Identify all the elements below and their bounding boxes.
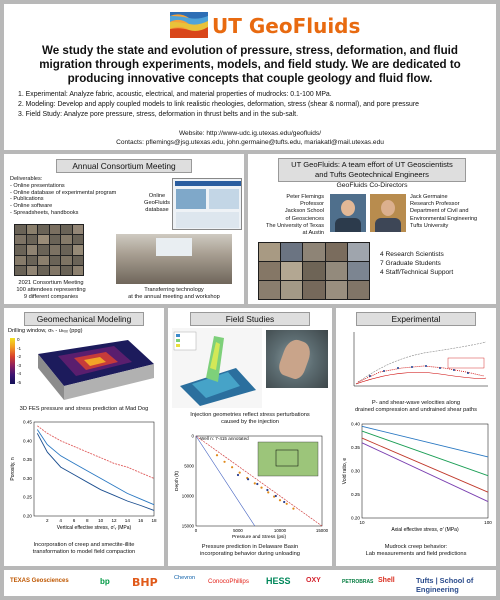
y-tick-label: 5000 — [184, 463, 194, 469]
x-tick-label: 16 — [138, 518, 144, 523]
data-point — [266, 489, 268, 491]
sponsor-logo: HESS — [266, 576, 291, 586]
x-tick-label: 18 — [151, 518, 157, 523]
data-point — [260, 487, 262, 489]
injection-caption: Injection geometries reflect stress perturbations caused by the injection — [190, 412, 310, 425]
data-point — [267, 491, 269, 493]
series-line — [362, 426, 488, 457]
field-title: Field Studies — [190, 312, 310, 326]
x-tick-label: 10 — [359, 520, 365, 525]
x-tick-label: 12 — [111, 518, 117, 523]
x-tick-label: 14 — [124, 518, 130, 523]
website-link[interactable]: Website: http://www-udc.ig.utexas.edu/geofluids/ — [178, 130, 322, 137]
geomech-panel — [4, 308, 164, 566]
flemings-bio: Peter Flemings Professor Jackson School of Geosciences The University of Texas at Austin — [265, 194, 324, 237]
headline: We study the state and evolution of pressure, stress, deformation, and fluid migration through experiments, models, and field study. We are dedicated to producing innovative concepts that couple geology and fluid flow. — [39, 44, 461, 85]
series-line — [362, 431, 488, 476]
void-ratio-chart — [340, 418, 492, 538]
deliverable-item: - Online software — [10, 203, 53, 210]
meeting-caption: 2021 Consortium Meeting 100 attendees representing 9 different companies — [16, 280, 86, 300]
deliverable-item: - Online database of experimental program — [10, 189, 117, 196]
database-screenshot — [172, 178, 242, 230]
hydrostatic-line — [196, 436, 255, 526]
data-point — [231, 466, 233, 468]
deliverable-item: - Publications — [10, 196, 44, 203]
basin-map-inset — [258, 442, 318, 476]
title-panel — [4, 4, 496, 150]
data-point — [254, 482, 256, 484]
deliverable-item: - Online presentations — [10, 182, 65, 189]
data-point — [275, 495, 277, 497]
y-tick-label: 0.25 — [23, 494, 32, 500]
sponsor-logo: Tufts | School of Engineering — [416, 576, 474, 594]
sponsor-logo: TEXAS Geosciences — [10, 578, 69, 584]
data-point — [237, 474, 239, 476]
data-point — [216, 454, 218, 456]
data-point — [286, 503, 288, 505]
consortium-title: Annual Consortium Meeting — [56, 159, 192, 173]
data-point — [279, 499, 281, 501]
data-point — [247, 478, 249, 480]
sponsor-logo: Shell — [378, 577, 395, 584]
x-tick-label: 100 — [484, 520, 492, 525]
y-tick-label: 0.40 — [23, 438, 32, 444]
geomech-title: Geomechanical Modeling — [24, 312, 144, 326]
x-axis-label: Pressure and Stress (psi) — [231, 535, 287, 540]
data-point — [223, 461, 225, 463]
mad-dog-3d-model — [28, 334, 158, 404]
y-tick-label: 0.35 — [351, 445, 360, 450]
team-title: UT GeoFluids: A team effort of UT Geoscientists and Tufts Geotechnical Engineers — [278, 158, 466, 182]
y-axis-label: Void ratio, e — [342, 457, 348, 485]
team-zoom-grid — [258, 242, 370, 300]
workshop-photo — [116, 234, 232, 284]
plot-frame — [34, 422, 154, 516]
y-tick-label: 0.30 — [23, 475, 32, 481]
sponsor-logo: Chevron — [174, 575, 196, 581]
x-tick-label: 2 — [46, 518, 49, 523]
deliverables-title: Deliverables: — [10, 176, 43, 182]
logo-text: UT GeoFluids — [212, 14, 361, 38]
sponsor-logo: ConocoPhillips — [208, 578, 249, 585]
x-tick-label: 8 — [86, 518, 89, 523]
drilling-window-label: Drilling window, σₕ - uₕₓₓ (ppg) — [8, 328, 83, 334]
transfer-caption: Transferring technology at the annual meeting and workshop — [128, 287, 220, 300]
y-tick-label: 0.40 — [351, 421, 360, 427]
germaine-photo — [370, 194, 406, 232]
x-tick-label: 0 — [194, 528, 198, 533]
field-panel — [168, 308, 332, 566]
fe-caption: 3D FES pressure and stress prediction at Mad Dog — [19, 406, 149, 412]
aim-item: 3. Field Study: Analyze pore pressure, stress, deformation in thrust belts and in the sub-salt. — [18, 111, 298, 118]
y-tick-label: 0.45 — [23, 419, 32, 425]
y-tick-label: 0.20 — [351, 515, 360, 521]
aims-list — [18, 90, 488, 120]
x-tick-label: 4 — [59, 518, 62, 523]
series-line — [362, 443, 488, 502]
codirectors-heading: GeoFluids Co-Directors — [336, 182, 408, 189]
y-tick-label: 0.30 — [351, 468, 360, 474]
x-axis-label: Vertical effective stress, σ′ᵥ (MPa) — [56, 525, 132, 531]
field-caption: Pressure prediction in Delaware Basin incorporating behavior during unloading — [200, 544, 300, 557]
x-tick-label: 15000 — [315, 528, 328, 533]
geomech-caption: Incorporation of creep and smectite-illite transformation to model field compaction — [32, 542, 136, 555]
series-line — [37, 433, 154, 510]
series-line — [362, 438, 488, 492]
x-axis-label: Axial effective stress, σ′ (MPa) — [391, 527, 459, 533]
x-tick-label: 10 — [98, 518, 104, 523]
y-tick-label: 0.35 — [23, 457, 32, 463]
zoom-meeting-grid — [14, 224, 84, 276]
sponsor-strip — [4, 570, 496, 596]
logo-row — [4, 6, 496, 44]
geofluids-logo-icon — [170, 12, 208, 38]
sponsor-logo: OXY — [306, 577, 321, 584]
sponsor-logo: BHP — [132, 576, 158, 589]
data-point — [283, 501, 285, 503]
deliverable-item: - Spreadsheets, handbooks — [10, 209, 79, 216]
consortium-panel — [4, 154, 244, 304]
experimental-caption: Mudrock creep behavior: Lab measurements and field predictions — [365, 544, 467, 557]
aim-item: 2. Modeling: Develop and apply coupled models to link realistic rheologies, deformation, stress (shear & normal), and pore pressure — [18, 101, 420, 108]
x-tick-label: 10000 — [273, 528, 287, 533]
staff-list: 4 Research Scientists 7 Graduate Students 4 Staff/Technical Support — [380, 251, 454, 276]
experimental-title: Experimental — [356, 312, 476, 326]
y-axis-label: Porosity, n — [10, 457, 16, 481]
germaine-bio: Jack Germaine Research Professor Department of Civil and Environmental Engineering Tufts University — [410, 194, 478, 229]
contact-block — [18, 130, 482, 147]
well-label: Well n: 7-415 annotated — [200, 436, 249, 441]
contacts-line[interactable]: Contacts: pflemings@jsg.utexas.edu, john.germaine@tufts.edu, mariakatl@mail.utexas.edu — [116, 138, 384, 146]
aim-item: 1. Experimental: Analyze fabric, acoustic, electrical, and material properties of mudrocks: 0.1-100 MPa. — [18, 91, 332, 98]
y-tick-label: 10000 — [181, 493, 194, 499]
y-axis-label: Depth (ft) — [175, 471, 180, 491]
sponsor-logo: bp — [100, 577, 110, 586]
data-point — [256, 483, 258, 485]
pressure-depth-chart — [172, 432, 328, 540]
velocity-caption: P- and shear-wave velocities along drained compression and undrained shear paths — [354, 400, 478, 413]
injection-model — [172, 328, 262, 408]
team-panel — [248, 154, 496, 304]
x-tick-label: 5000 — [233, 528, 243, 533]
y-tick-label: 0 — [191, 433, 194, 439]
y-tick-label: 0.25 — [351, 492, 360, 497]
velocity-chart — [340, 328, 492, 398]
data-point — [239, 472, 241, 474]
database-caption: Online GeoFluids database — [144, 193, 170, 213]
deliverables-list — [10, 176, 120, 217]
x-tick-label: 6 — [72, 518, 76, 523]
porosity-chart — [8, 416, 160, 536]
colorbar — [10, 338, 15, 384]
experimental-panel — [336, 308, 496, 566]
series-line — [37, 426, 154, 479]
core-sample-photo — [266, 330, 328, 388]
y-tick-label: 0.20 — [23, 513, 32, 519]
flemings-photo — [330, 194, 366, 232]
colorbar-ticks: 0 -1 -2 -3 -4 -5 — [17, 337, 22, 385]
sponsor-logo: PETROBRAS — [342, 579, 374, 585]
y-tick-label: 15000 — [181, 523, 194, 529]
series-line — [37, 430, 154, 505]
data-point — [292, 508, 294, 510]
